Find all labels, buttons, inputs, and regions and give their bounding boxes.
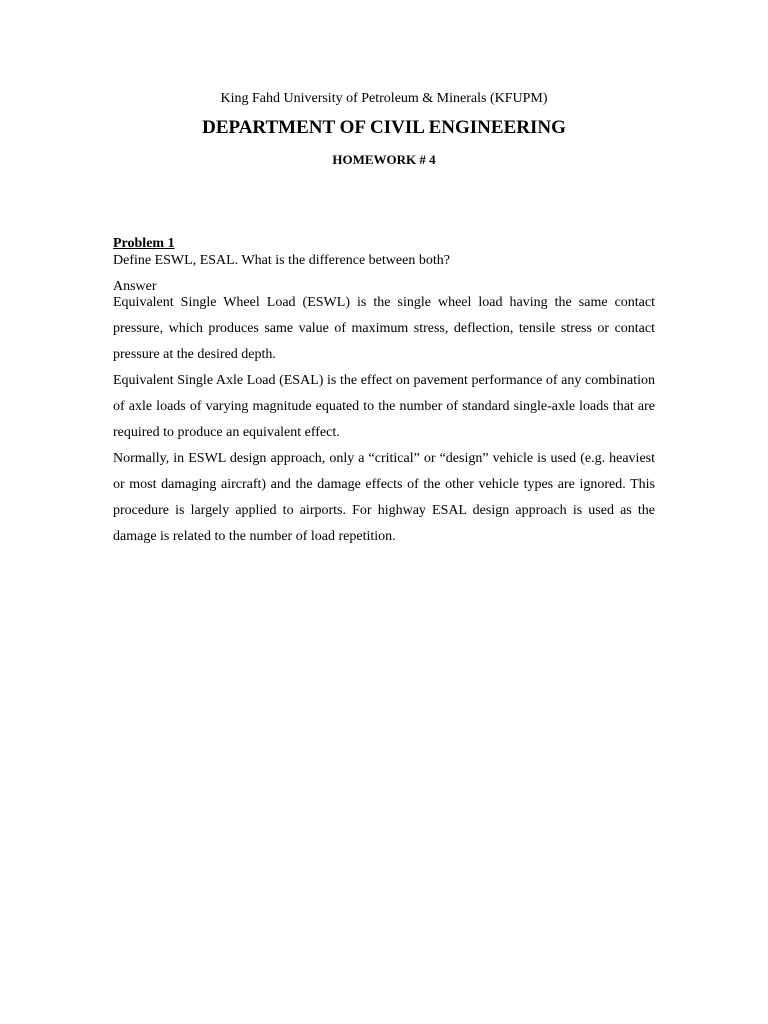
problem-heading: Problem 1 bbox=[113, 236, 175, 251]
answer-paragraph-eswl: Equivalent Single Wheel Load (ESWL) is the single wheel load having the same contact pressure, which produces same value of maximum stress, deflection, tensile stress or contact pressure at the desired depth. bbox=[113, 295, 655, 362]
department-title: DEPARTMENT OF CIVIL ENGINEERING bbox=[202, 117, 566, 138]
answer-label: Answer bbox=[113, 279, 157, 294]
answer-paragraph-difference: Normally, in ESWL design approach, only a “critical” or “design” vehicle is used (e.g. heaviest or most damaging aircraft) and the damage effects of the other vehicle types are ignored. This procedure is largely applied to airports. For highway ESAL design approach is used as the damage is related to the number of load repetition. bbox=[113, 451, 655, 544]
problem-question: Define ESWL, ESAL. What is the difference between both? bbox=[113, 253, 450, 268]
answer-body bbox=[113, 290, 655, 550]
university-name: King Fahd University of Petroleum & Minerals (KFUPM) bbox=[220, 91, 548, 106]
answer-paragraph-esal: Equivalent Single Axle Load (ESAL) is the effect on pavement performance of any combination of axle loads of varying magnitude equated to the number of standard single-axle loads that are required to produce an equivalent effect. bbox=[113, 373, 655, 440]
homework-title: HOMEWORK # 4 bbox=[332, 152, 436, 167]
